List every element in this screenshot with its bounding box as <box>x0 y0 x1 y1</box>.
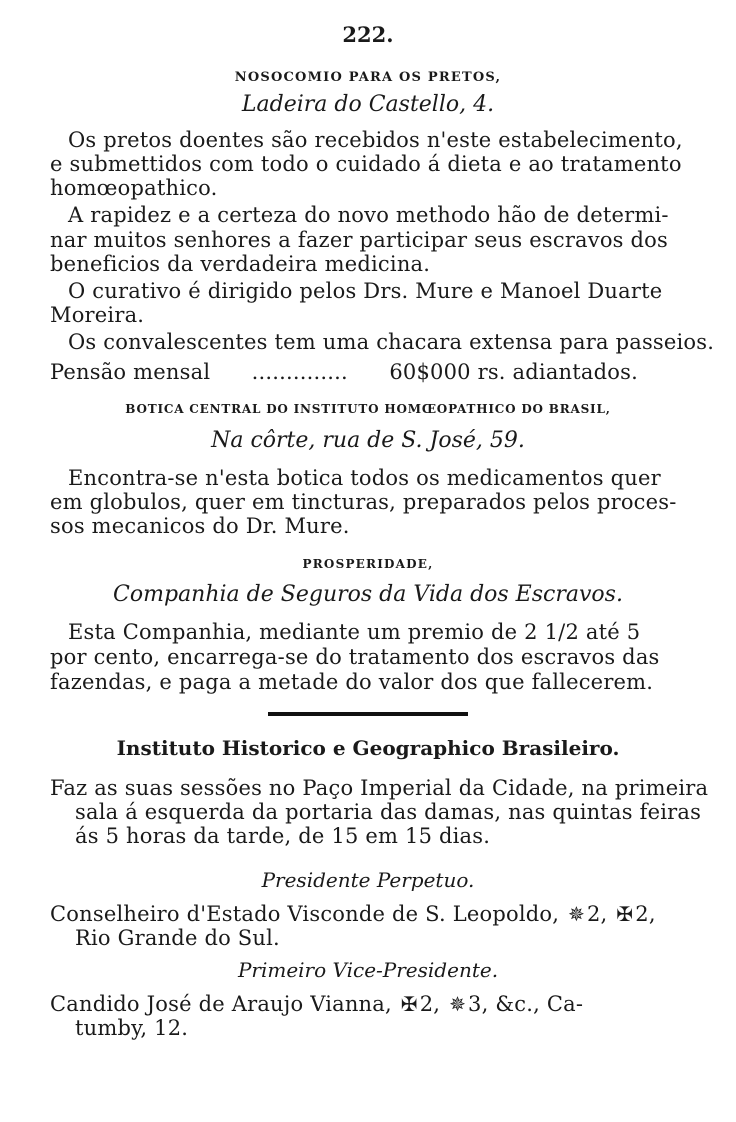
botica-line3: sos mecanicos do Dr. Mure. <box>50 514 350 538</box>
order-cross-icon: ✠ <box>400 992 418 1016</box>
nosocomio-p1-line3: homœopathico. <box>50 176 218 200</box>
order-rose-icon: ✵ <box>449 992 467 1016</box>
prosperidade-line2: por cento, encarrega-se do tratamento dos escravos das <box>50 645 660 669</box>
instituto-line1: Faz as suas sessões no Paço Imperial da Cidade, na primeira <box>50 776 709 800</box>
nosocomio-p2-line1: A rapidez e a certeza do novo methodo hão de determi- <box>68 203 669 227</box>
pension-value: 60$000 rs. adiantados. <box>389 360 638 384</box>
page-number: 222. <box>342 22 394 47</box>
presidente-name: Conselheiro d'Estado Visconde de S. Leopoldo, <box>50 902 560 926</box>
botica-line2: em globulos, quer em tincturas, preparados pelos proces- <box>50 490 677 514</box>
prosperidade-heading: PROSPERIDADE, <box>302 557 434 571</box>
prosperidade-line1: Esta Companhia, mediante um premio de 2 1/2 até 5 <box>68 620 641 644</box>
nosocomio-p1-line2: e submettidos com todo o cuidado á dieta e ao tratamento <box>50 152 682 176</box>
nosocomio-p1-line1: Os pretos doentes são recebidos n'este estabelecimento, <box>68 128 683 152</box>
vice-order1-number: 2, <box>419 992 441 1016</box>
nosocomio-address: Ladeira do Castello, 4. <box>241 92 495 117</box>
presidente-line2: Rio Grande do Sul. <box>75 926 280 950</box>
botica-heading: BOTICA CENTRAL DO INSTITUTO HOMŒOPATHICO DO BRASIL, <box>125 402 611 416</box>
order-rose-icon: ✵ <box>568 902 585 926</box>
botica-address: Na côrte, rua de S. José, 59. <box>211 428 525 453</box>
prosperidade-line3: fazendas, e paga a metade do valor dos que fallecerem. <box>50 670 654 694</box>
pension-row <box>50 360 638 384</box>
presidente-title: Presidente Perpetuo. <box>261 868 475 892</box>
order-cross-icon: ✠ <box>616 902 634 926</box>
nosocomio-p2-line3: beneficios da verdadeira medicina. <box>50 252 431 276</box>
prosperidade-subtitle: Companhia de Seguros da Vida dos Escravos. <box>113 582 623 607</box>
section-divider <box>268 712 468 716</box>
pension-dots: .............. <box>251 360 348 384</box>
nosocomio-p4: Os convalescentes tem uma chacara extensa para passeios. <box>68 330 715 354</box>
vice-order2-number: 3, &c., Ca- <box>468 992 584 1016</box>
instituto-line2: sala á esquerda da portaria das damas, nas quintas feiras <box>75 800 702 824</box>
nosocomio-p3-line2: Moreira. <box>50 303 145 327</box>
vice-line2: tumby, 12. <box>75 1016 189 1040</box>
nosocomio-heading: NOSOCOMIO PARA OS PRETOS, <box>234 70 502 85</box>
nosocomio-p2-line2: nar muitos senhores a fazer participar seus escravos dos <box>50 228 668 252</box>
vice-name: Candido José de Araujo Vianna, <box>50 992 392 1016</box>
presidente-order2-number: 2, <box>635 902 656 926</box>
nosocomio-p3-line1: O curativo é dirigido pelos Drs. Mure e Manoel Duarte <box>68 279 663 303</box>
vice-title: Primeiro Vice-Presidente. <box>237 958 499 982</box>
pension-label: Pensão mensal <box>50 360 211 384</box>
botica-line1: Encontra-se n'esta botica todos os medicamentos quer <box>68 466 661 490</box>
presidente-order1-number: 2, <box>586 902 608 926</box>
instituto-title: Instituto Historico e Geographico Brasileiro. <box>116 736 620 760</box>
instituto-line3: ás 5 horas da tarde, de 15 em 15 dias. <box>75 824 491 848</box>
presidente-line1 <box>50 902 656 926</box>
vice-line1 <box>50 992 638 1016</box>
